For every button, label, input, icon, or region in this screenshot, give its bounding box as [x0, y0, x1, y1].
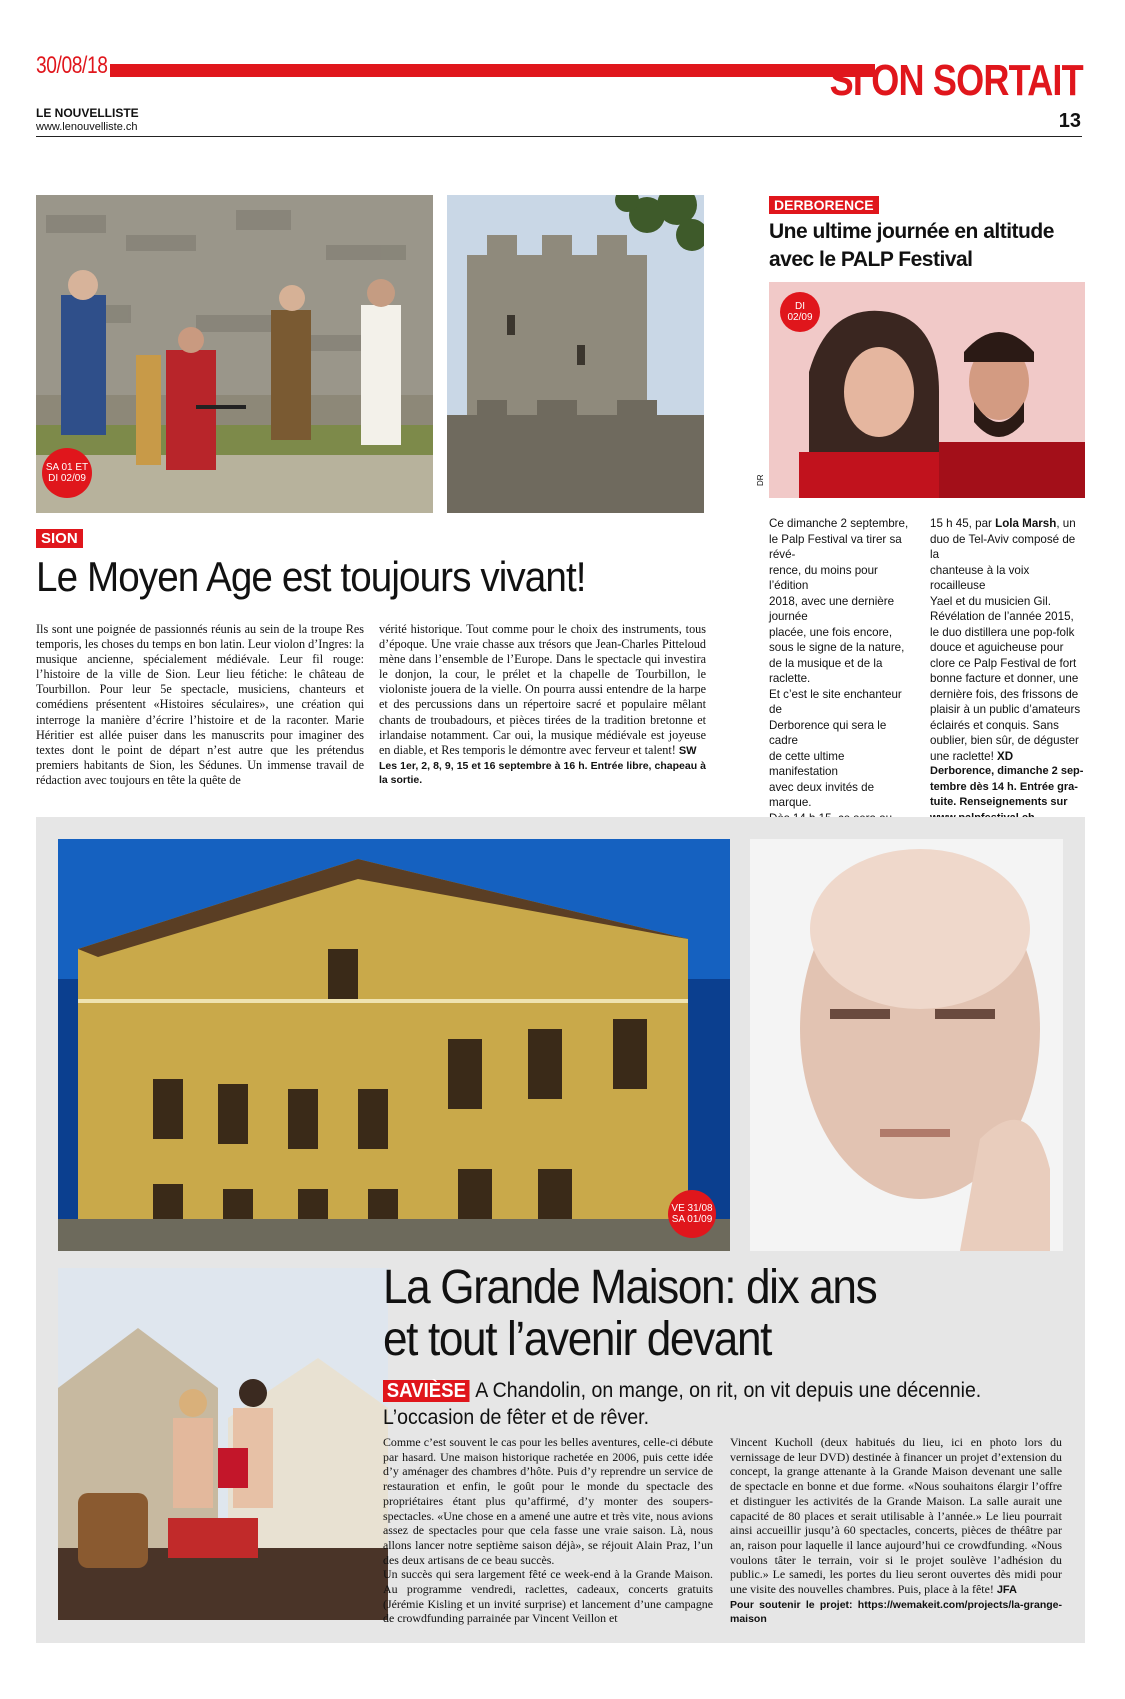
text-line: placée, une fois encore,: [769, 625, 893, 639]
text-fragment: une raclette!: [930, 749, 994, 763]
photo-credit: DR: [756, 474, 765, 486]
saviese-lead-line-2: L’occasion de fêter et de rêver.: [383, 1406, 649, 1429]
issue-date: 30/08/18: [36, 52, 108, 79]
saviese-info-link[interactable]: Pour soutenir le projet: https://wemakeit.com/projects/la-grange-maison: [730, 1598, 1062, 1625]
newspaper-url[interactable]: www.lenouvelliste.ch: [36, 121, 138, 133]
text-line: rence, du moins pour l’édition: [769, 563, 878, 592]
text-line: bonne facture et donner, une: [930, 672, 1079, 685]
bald-man-portrait-photo: [750, 839, 1063, 1251]
derborence-col-2: [930, 516, 1085, 826]
saviese-signature: JFA: [996, 1584, 1017, 1597]
derborence-info-line: tuite. Renseignements sur: [930, 796, 1068, 808]
grande-maison-photo: [58, 839, 730, 1251]
badge-line-2: 02/09: [787, 312, 813, 323]
derborence-headline-line-2: avec le PALP Festival: [769, 248, 973, 271]
page-number: 13: [1058, 110, 1081, 132]
sion-paragraph-1: Ils sont une poignée de passionnés réunis au sein de la troupe Res temporis, les choses du temps en bon latin. Leur violon d’Ingres: la musique ancienne, spécialement médiévale. Leur fil rouge: l’histoire de la ville de Sion. Leur lieu fétiche: le château de Tourbillon. Pour leur 5e spectacle, musiciens, chanteurs et comédiens présentent «Histoires séculaires», une création qui interroge la manière d’écrire l’histoire et de la raconter. Marie Héritier est allée puiser dans les manuscrits pour imaginer des textes dont le point de départ n’est autre que les prétendus premiers habitants de Sion, les Sédunes. Un immense travail de rédaction avec toujours en tête la quête de: [36, 622, 364, 787]
text-line: de la musique et de la raclette.: [769, 656, 883, 685]
saviese-lead-line-1: [383, 1377, 981, 1404]
text-line: chanteuse à la voix rocailleuse: [930, 563, 1030, 592]
text-line: clore ce Palp Festival de fort: [930, 656, 1077, 670]
saviese-kicker: SAVIÈSE: [383, 1380, 470, 1402]
sion-kicker: SION: [36, 529, 83, 548]
derborence-kicker: DERBORENCE: [769, 196, 879, 214]
sion-headline: Le Moyen Age est toujours vivant!: [36, 553, 586, 600]
saviese-body-col-1: [383, 1435, 713, 1626]
derborence-headline-line-1: Une ultime journée en altitude: [769, 220, 1054, 243]
badge-line-1: VE 31/08: [671, 1203, 713, 1214]
date-badge-derborence: [780, 292, 820, 332]
newspaper-name: LE NOUVELLISTE: [36, 106, 139, 120]
text-line: Yael et du musicien Gil.: [930, 594, 1051, 608]
text-line: 2018, avec une dernière journée: [769, 594, 895, 623]
text-line: douce et aguicheuse pour: [930, 641, 1064, 654]
text-line: Derborence qui sera le cadre: [769, 718, 887, 747]
sion-info-line: Les 1er, 2, 8, 9, 15 et 16 septembre à 16 h. Entrée libre, chapeau à la sortie.: [379, 759, 706, 786]
lead-text: A Chandolin, on mange, on rit, on vit depuis une décennie.: [475, 1379, 982, 1402]
derborence-info-line: tembre dès 14 h. Entrée gra-: [930, 780, 1078, 793]
derborence-signature: XD: [997, 749, 1014, 763]
text-line: le duo distillera une pop-folk: [930, 625, 1075, 639]
badge-line-2: DI 02/09: [48, 473, 86, 484]
header-rule: [36, 136, 1082, 137]
text-line: éclairés et conquis. Sans: [930, 718, 1059, 732]
text-line: dernière fois, des frissons de: [930, 687, 1079, 701]
sion-body-col-2: [379, 622, 706, 787]
text-line: Ce dimanche 2 septembre,: [769, 517, 909, 530]
text-line: Et c’est le site enchanteur de: [769, 687, 902, 716]
text-line: plaisir à un public d’amateurs: [930, 703, 1081, 716]
medieval-musicians-photo: [36, 195, 433, 513]
date-badge-saviese: [668, 1190, 716, 1238]
saviese-lead: [383, 1377, 981, 1431]
text-line: duo de Tel-Aviv composé de la: [930, 532, 1076, 561]
text-line: 15 h 45, par Lola Marsh, un: [930, 517, 1076, 530]
text-line: oublier, bien sûr, de déguster: [930, 734, 1079, 747]
saviese-body-col-2: [730, 1435, 1062, 1626]
sion-body-col-1: [36, 622, 364, 788]
saviese-headline-line-1: La Grande Maison: dix ans: [383, 1261, 877, 1314]
saviese-paragraph-1: Comme c’est souvent le cas pour les belles aventures, celle-ci débute par hasard. Une maison historique rachetée en 2006, puis cette idée d’y aménager des chambres d’hôte. Puis d’y reprendre un service de restauration et enfin, le goût pour le monde du spectacle des propriétaires étant plus qu’affirmé, d’y monter des soupers-spectacles. «Une chose en a amené une autre et très vite, nous avions assez de spectacles pour que cela fasse une vraie saison. Là, nous allons lancer notre septième saison déjà», se réjouit Alain Praz, l’un des deux artisans de ce beau succès.: [383, 1435, 713, 1567]
date-badge-sion: [42, 448, 92, 498]
derborence-headline: [769, 218, 1054, 274]
text-line: Révélation de l’année 2015,: [930, 610, 1074, 623]
badge-line-1: DI: [795, 301, 805, 312]
saviese-headline: [383, 1262, 876, 1366]
sion-paragraph-2: vérité historique. Tout comme pour le choix des instruments, tous d’époque. Une vraie chasse aux trésors que Jean-Charles Pitteloud mène dans l’ensemble de l’Europe. Dans le spectacle qui investira le donjon, la cour, le prélet et la chapelle de Tourbillon, le violoniste jouera de la vielle. On pourra aussi entendre de la harpe et des percussions dans un répertoire sacré et populaire mêlant chants de troubadours, et pièces tirées de la tradition bretonne et irlandaise notamment. Car oui, la musique médiévale est joyeuse en diable, et Res temporis le démontre avec ferveur et talent!: [379, 622, 706, 757]
text-fragment: 15 h 45, par: [930, 517, 992, 530]
saviese-paragraph-2: Un succès qui sera largement fêté ce week-end à la Grande Maison. Au programme vendredi, raclettes, cadeaux, concerts gratuits (Jérémie Kisling et un invité surprise) et lancement d’une campagne de crowdfunding parrainée par Vincent Veillon et: [383, 1567, 713, 1626]
badge-line-2: SA 01/09: [671, 1214, 713, 1225]
festival-performers-photo: [58, 1268, 388, 1620]
text-line: avec deux invités de marque.: [769, 780, 875, 809]
text-line: le Palp Festival va tirer sa révé-: [769, 532, 902, 561]
band-name: Lola Marsh: [995, 517, 1057, 530]
text-line: de cette ultime manifestation: [769, 749, 845, 778]
sion-signature: SW: [678, 744, 697, 757]
text-line: [930, 749, 1085, 765]
saviese-paragraph-3: Vincent Kucholl (deux habitués du lieu, ici en photo lors du vernissage de leur DVD) destinée à financer un projet d’extension du concept, la grange attenante à la Grande Maison devenant une salle de spectacle en bonne et due forme. «Nous souhaitons élargir l’offre et distinguer les activités de la Grande Maison. La salle aurait une capacité de 80 places et serait utilisable à l’année.» Le lieu pourrait ainsi accueillir jusqu’à 60 spectacles, concerts, pièces de théâtre par an, raison pour laquelle il lance aujourd’hui ce crowdfunding. «Nous voulons tâter le terrain, voir si le projet soulève l’adhésion du public.» Le samedi, les portes du lieu seront ouvertes dès midi pour une visite des nouvelles chambres. Puis, place à la fête!: [730, 1435, 1062, 1597]
badge-line-1: SA 01 ET: [45, 462, 89, 473]
text-line: sous le signe de la nature,: [769, 641, 905, 654]
section-title: SI ON SORTAIT: [829, 56, 1083, 105]
tourbillon-castle-photo: [447, 195, 704, 513]
derborence-info-line: Derborence, dimanche 2 sep-: [930, 765, 1084, 777]
saviese-headline-line-2: et tout l’avenir devant: [383, 1313, 772, 1366]
header-red-bar: [110, 64, 875, 77]
